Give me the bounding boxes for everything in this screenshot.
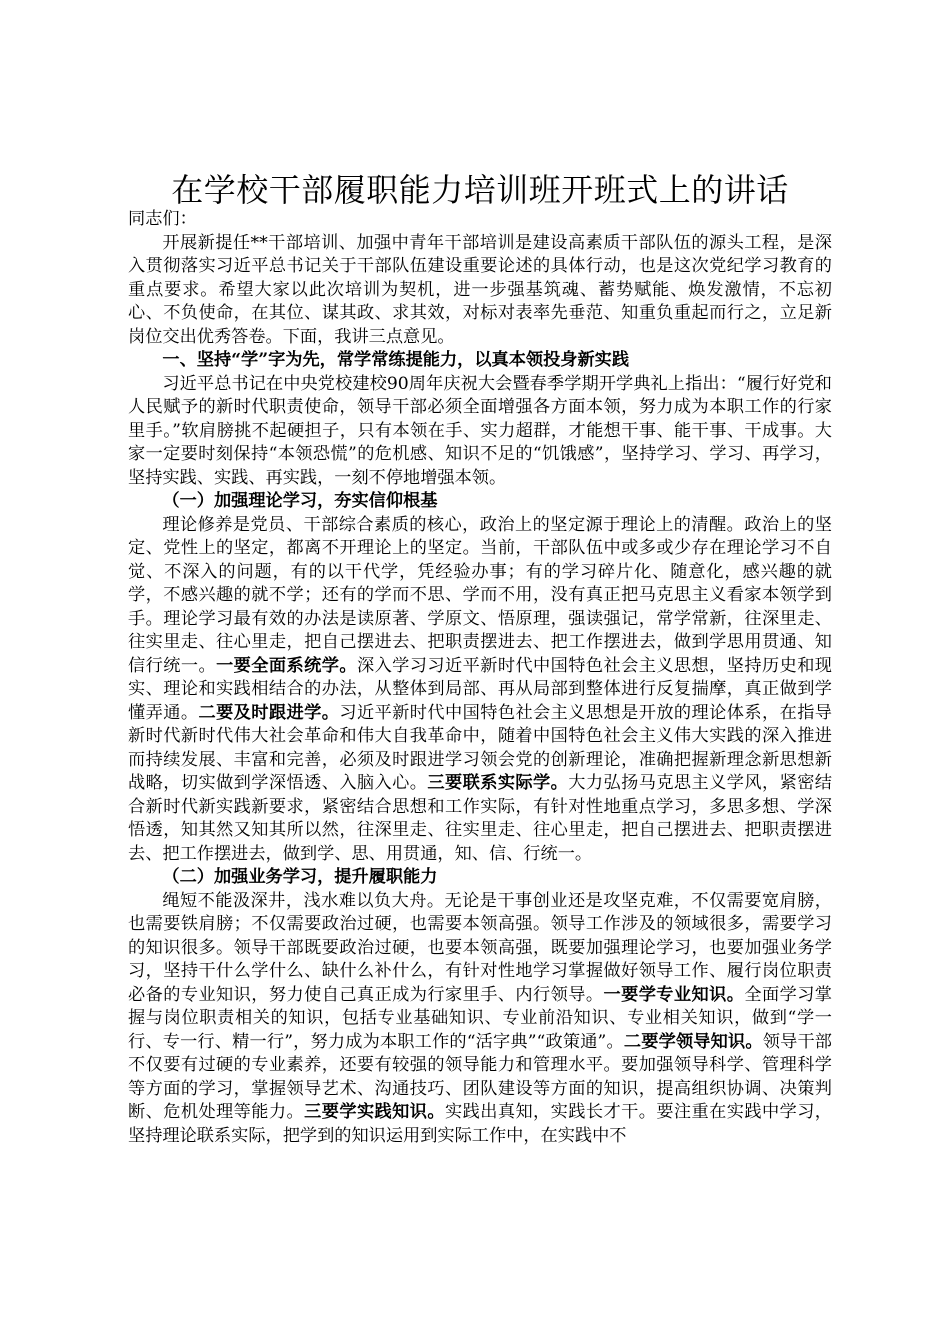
subsection-1-bold-3: 三要联系实际学。 [427, 773, 569, 793]
subsection-2-text-3: 领导干部不仅要有过硬的专业素养，还要有较强的领导能力和管理水平。要加强领导科学、管理科学等方面的学习，掌握领导艺术、沟通技巧、团队建设等方面的知识，提高组织协调、决策判断、危机处理等能力。 [128, 1031, 832, 1122]
intro-paragraph: 开展新提任**干部培训、加强中青年干部培训是建设高素质干部队伍的源头工程，是深入贯彻落实习近平总书记关于干部队伍建设重要论述的具体行动，也是这次党纪学习教育的重点要求。希望大家以此次培训为契机，进一步强基筑魂、蓄势赋能、焕发激情，不忘初心、不负使命，在其位、谋其政、求其效，对标对表率先垂范、知重负重起而行之，立足新岗位交出优秀答卷。下面，我讲三点意见。 [128, 232, 832, 347]
subsection-1-paragraph [128, 514, 832, 867]
subsection-1-text-2: 深入学习习近平新时代中国特色社会主义思想，坚持历史和现实、理论和实践相结合的办法，从整体到局部、再从局部到整体进行反复揣摩，真正做到学懂弄通。 [128, 655, 832, 723]
subsection-1-bold-1: 一要全面系统学。 [216, 655, 357, 676]
subsection-2-bold-3: 三要学实践知识。 [304, 1102, 445, 1122]
document-title: 在学校干部履职能力培训班开班式上的讲话 [171, 171, 789, 209]
subsection-1-text-4: 大力弘扬马克思主义学风，紧密结合新时代新实践新要求，紧密结合思想和工作实际，有针对性地重点学习，多思多想、学深悟透，知其然又知其所以然，往深里走、往实里走、往心里走，把自己摆进去、把职责摆进去、把工作摆进去，做到学、思、用贯通，知、信、行统一。 [128, 773, 832, 864]
salutation: 同志们： [128, 209, 197, 229]
subsection-2-bold-1: 一要学专业知识。 [603, 984, 745, 1005]
subsection-2-text-2: 全面学习掌握与岗位职责相关的知识，包括专业基础知识、专业前沿知识、专业相关知识，做到“学一行、专一行、精一行”，努力成为本职工作的“活字典”“政策通”。 [128, 984, 832, 1052]
subsection-1-text-3: 习近平新时代中国特色社会主义思想是开放的理论体系，在指导新时代新时代伟大社会革命和伟大自我革命中，随着中国特色社会主义伟大实践的深入推进而持续发展、丰富和完善，必须及时跟进学习领会党的创新理论，准确把握新理念新思想新战略，切实做到学深悟透、入脑入心。 [128, 702, 832, 793]
document-page [128, 168, 832, 1148]
subsection-2-heading: （二）加强业务学习，提升履职能力 [162, 867, 438, 887]
subsection-1-heading: （一）加强理论学习，夯实信仰根基 [162, 491, 438, 511]
subsection-1-text-1: 理论修养是党员、干部综合素质的核心，政治上的坚定源于理论上的清醒。政治上的坚定、党性上的坚定，都离不开理论上的坚定。当前，干部队伍中或多或少存在理论学习不自觉、不深入的问题，有的以干代学，凭经验办事；有的学习碎片化、随意化，感兴趣的就学，不感兴趣的就不学；还有的学而不思、学而不用，没有真正把马克思主义看家本领学到手。理论学习最有效的办法是读原著、学原文、悟原理，强读强记，常学常新，往深里走、往实里走、往心里走，把自己摆进去、把职责摆进去、把工作摆进去，做到学思用贯通、知信行统一。 [128, 514, 832, 676]
section-1-paragraph: 习近平总书记在中央党校建校90周年庆祝大会暨春季学期开学典礼上指出：“履行好党和人民赋予的新时代职责使命，领导干部必须全面增强各方面本领，努力成为本职工作的行家里手。”软肩膀挑不起硬担子，只有本领在手、实力超群，才能想干事、能干事、干成事。大家一定要时刻保持“本领恐慌”的危机感、知识不足的“饥饿感”，坚持学习、学习、再学习，坚持实践、实践、再实践，一刻不停地增强本领。 [128, 373, 832, 488]
subsection-2-bold-2: 二要学领导知识。 [623, 1031, 763, 1052]
subsection-2-paragraph [128, 890, 832, 1149]
subsection-1-bold-2: 二要及时跟进学。 [198, 702, 340, 723]
section-1-heading: 一、坚持“学”字为先，常学常练提能力，以真本领投身新实践 [162, 350, 630, 370]
subsection-2-text-4: 实践出真知，实践长才干。要注重在实践中学习，坚持理论联系实际，把学到的知识运用到实际工作中，在实践中不 [128, 1102, 832, 1146]
subsection-2-text-1: 绳短不能汲深井，浅水难以负大舟。无论是干事创业还是攻坚克难，不仅需要宽肩膀，也需要铁肩膀；不仅需要政治过硬，也需要本领高强。领导工作涉及的领域很多，需要学习的知识很多。领导干部既要政治过硬，也要本领高强，既要加强理论学习，也要加强业务学习，坚持干什么学什么、缺什么补什么，有针对性地学习掌握做好领导工作、履行岗位职责必备的专业知识，努力使自己真正成为行家里手、内行领导。 [128, 890, 832, 1005]
